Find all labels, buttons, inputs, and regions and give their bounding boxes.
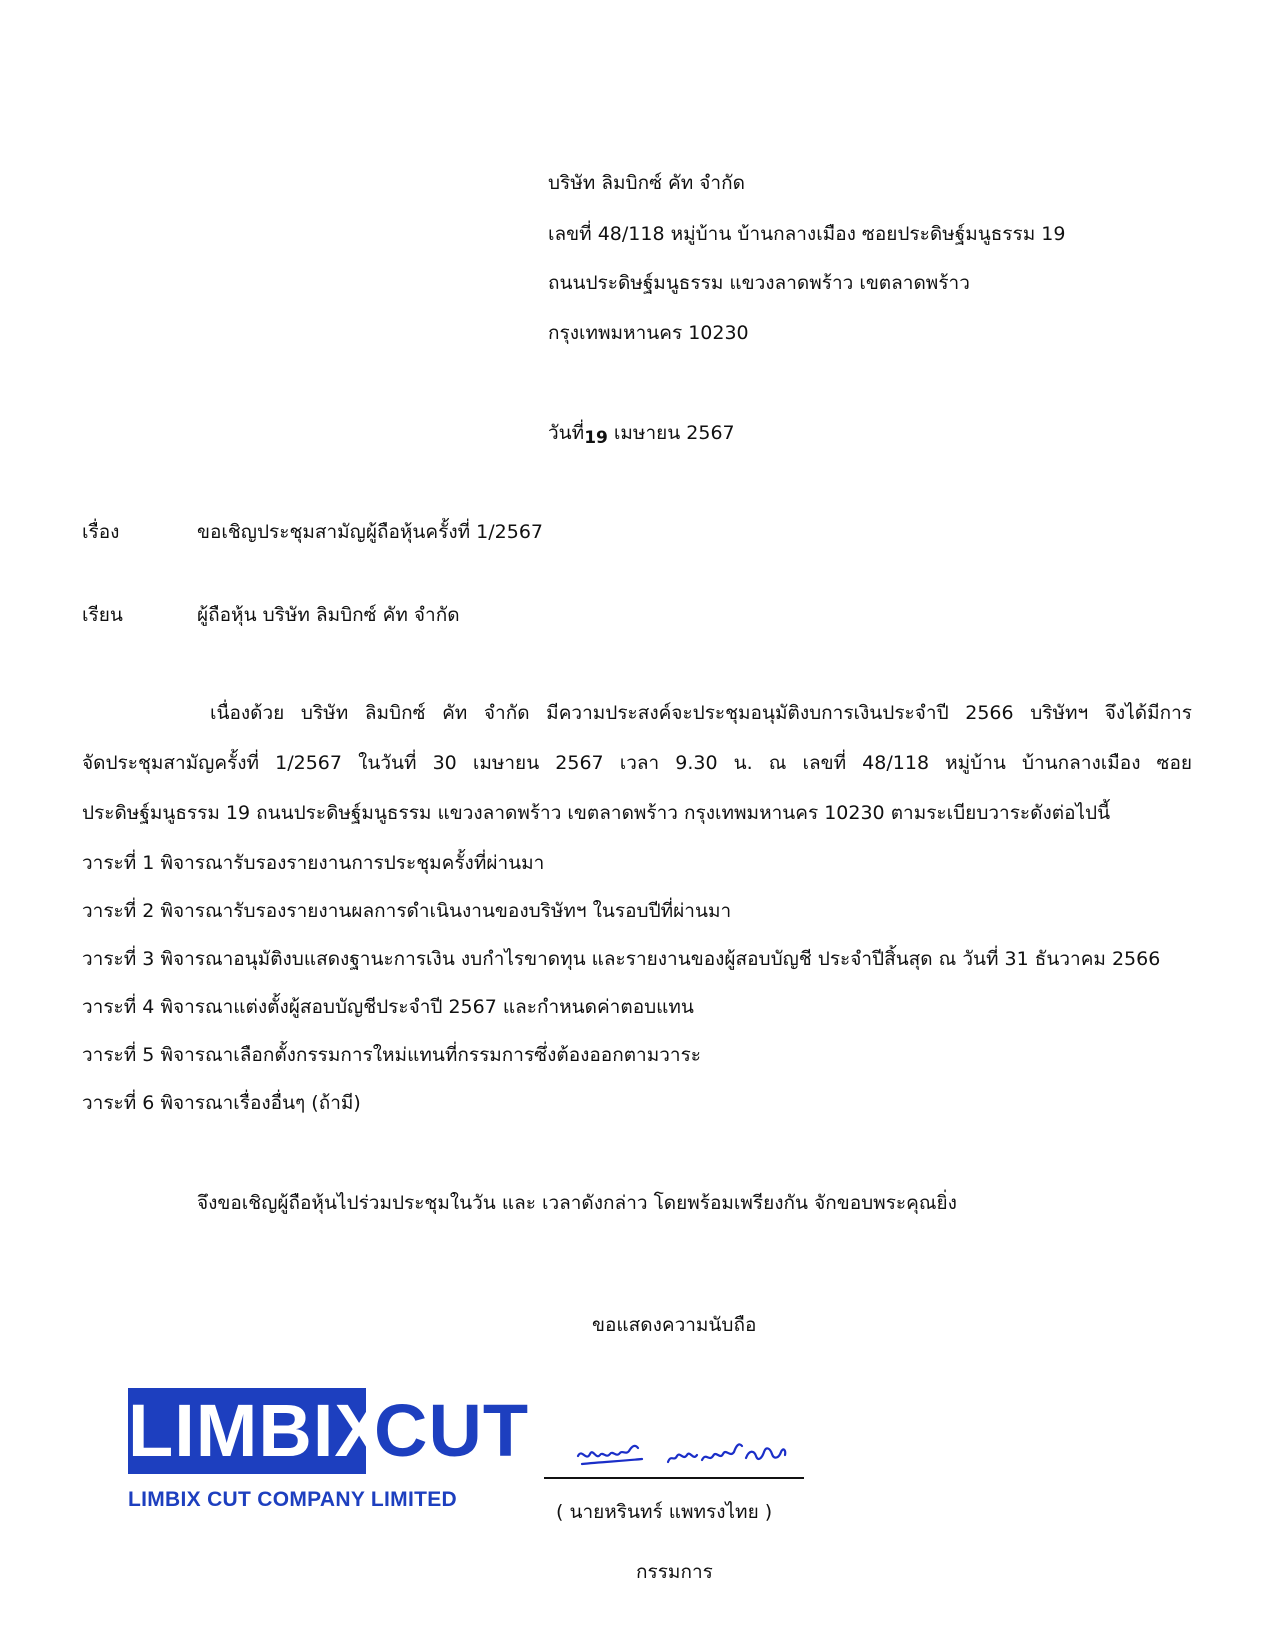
- agenda-item-1: วาระที่ 1 พิจารณารับรองรายงานการประชุมครั้งที่ผ่านมา: [82, 852, 545, 874]
- body-line-3: ประดิษฐ์มนูธรรม 19 ถนนประดิษฐ์มนูธรรม แขวงลาดพร้าว เขตลาดพร้าว กรุงเทพมหานคร 10230 ตามระเบียบวาระดังต่อไปนี้: [82, 802, 1111, 824]
- signer-position: กรรมการ: [636, 1561, 713, 1583]
- recipient-text: ผู้ถือหุ้น บริษัท ลิมบิกซ์ คัท จำกัด: [197, 604, 460, 626]
- recipient-label: เรียน: [82, 604, 123, 626]
- body-line-2: จัดประชุมสามัญครั้งที่ 1/2567 ในวันที่ 30 เมษายน 2567 เวลา 9.30 น. ณ เลขที่ 48/118 หมู่บ้าน บ้านกลางเมือง ซอย: [82, 752, 1192, 774]
- logo-subtitle: LIMBIX CUT COMPANY LIMITED: [128, 1488, 458, 1511]
- agenda-item-3: วาระที่ 3 พิจารณาอนุมัติงบแสดงฐานะการเงิน งบกำไรขาดทุน และรายงานของผู้สอบบัญชี ประจำปีสิ้นสุด ณ วันที่ 31 ธันวาคม 2566: [82, 948, 1161, 970]
- subject-label: เรื่อง: [82, 521, 120, 543]
- address-line-1: เลขที่ 48/118 หมู่บ้าน บ้านกลางเมือง ซอยประดิษฐ์มนูธรรม 19: [548, 223, 1066, 245]
- body-line-1: เนื่องด้วย บริษัท ลิมบิกซ์ คัท จำกัด มีความประสงค์จะประชุมอนุมัติงบการเงินประจำปี 2566 บริษัทฯ จึงได้มีการ: [210, 702, 1192, 724]
- date-day: 19: [584, 428, 608, 448]
- address-line-2: ถนนประดิษฐ์มนูธรรม แขวงลาดพร้าว เขตลาดพร้าว: [548, 272, 970, 294]
- letter-date: [548, 418, 735, 448]
- logo-word-cut: CUT: [374, 1389, 530, 1472]
- subject-text: ขอเชิญประชุมสามัญผู้ถือหุ้นครั้งที่ 1/2567: [197, 521, 544, 543]
- signer-name: ( นายหรินทร์ แพทรงไทย ): [556, 1501, 773, 1523]
- agenda-item-5: วาระที่ 5 พิจารณาเลือกตั้งกรรมการใหม่แทนที่กรรมการซึ่งต้องออกตามวาระ: [82, 1044, 701, 1066]
- company-logo: [128, 1388, 530, 1518]
- signature-line: [544, 1477, 804, 1479]
- handwritten-signature: [572, 1428, 802, 1474]
- regards-text: ขอแสดงความนับถือ: [592, 1314, 757, 1336]
- agenda-item-4: วาระที่ 4 พิจารณาแต่งตั้งผู้สอบบัญชีประจำปี 2567 และกำหนดค่าตอบแทน: [82, 996, 694, 1018]
- company-name: บริษัท ลิมบิกซ์ คัท จำกัด: [548, 172, 745, 194]
- agenda-item-6: วาระที่ 6 พิจารณาเรื่องอื่นๆ (ถ้ามี): [82, 1092, 361, 1114]
- agenda-item-2: วาระที่ 2 พิจารณารับรองรายงานผลการดำเนินงานของบริษัทฯ ในรอบปีที่ผ่านมา: [82, 900, 732, 922]
- date-prefix: วันที่: [548, 422, 585, 444]
- closing-sentence: จึงขอเชิญผู้ถือหุ้นไปร่วมประชุมในวัน และ เวลาดังกล่าว โดยพร้อมเพรียงกัน จักขอบพระคุณยิ่ง: [197, 1192, 957, 1214]
- date-month-year: เมษายน 2567: [613, 422, 735, 444]
- address-line-3: กรุงเทพมหานคร 10230: [548, 322, 749, 344]
- logo-word-limbix: LIMBIX: [128, 1389, 385, 1472]
- body-paragraph: [82, 688, 1192, 838]
